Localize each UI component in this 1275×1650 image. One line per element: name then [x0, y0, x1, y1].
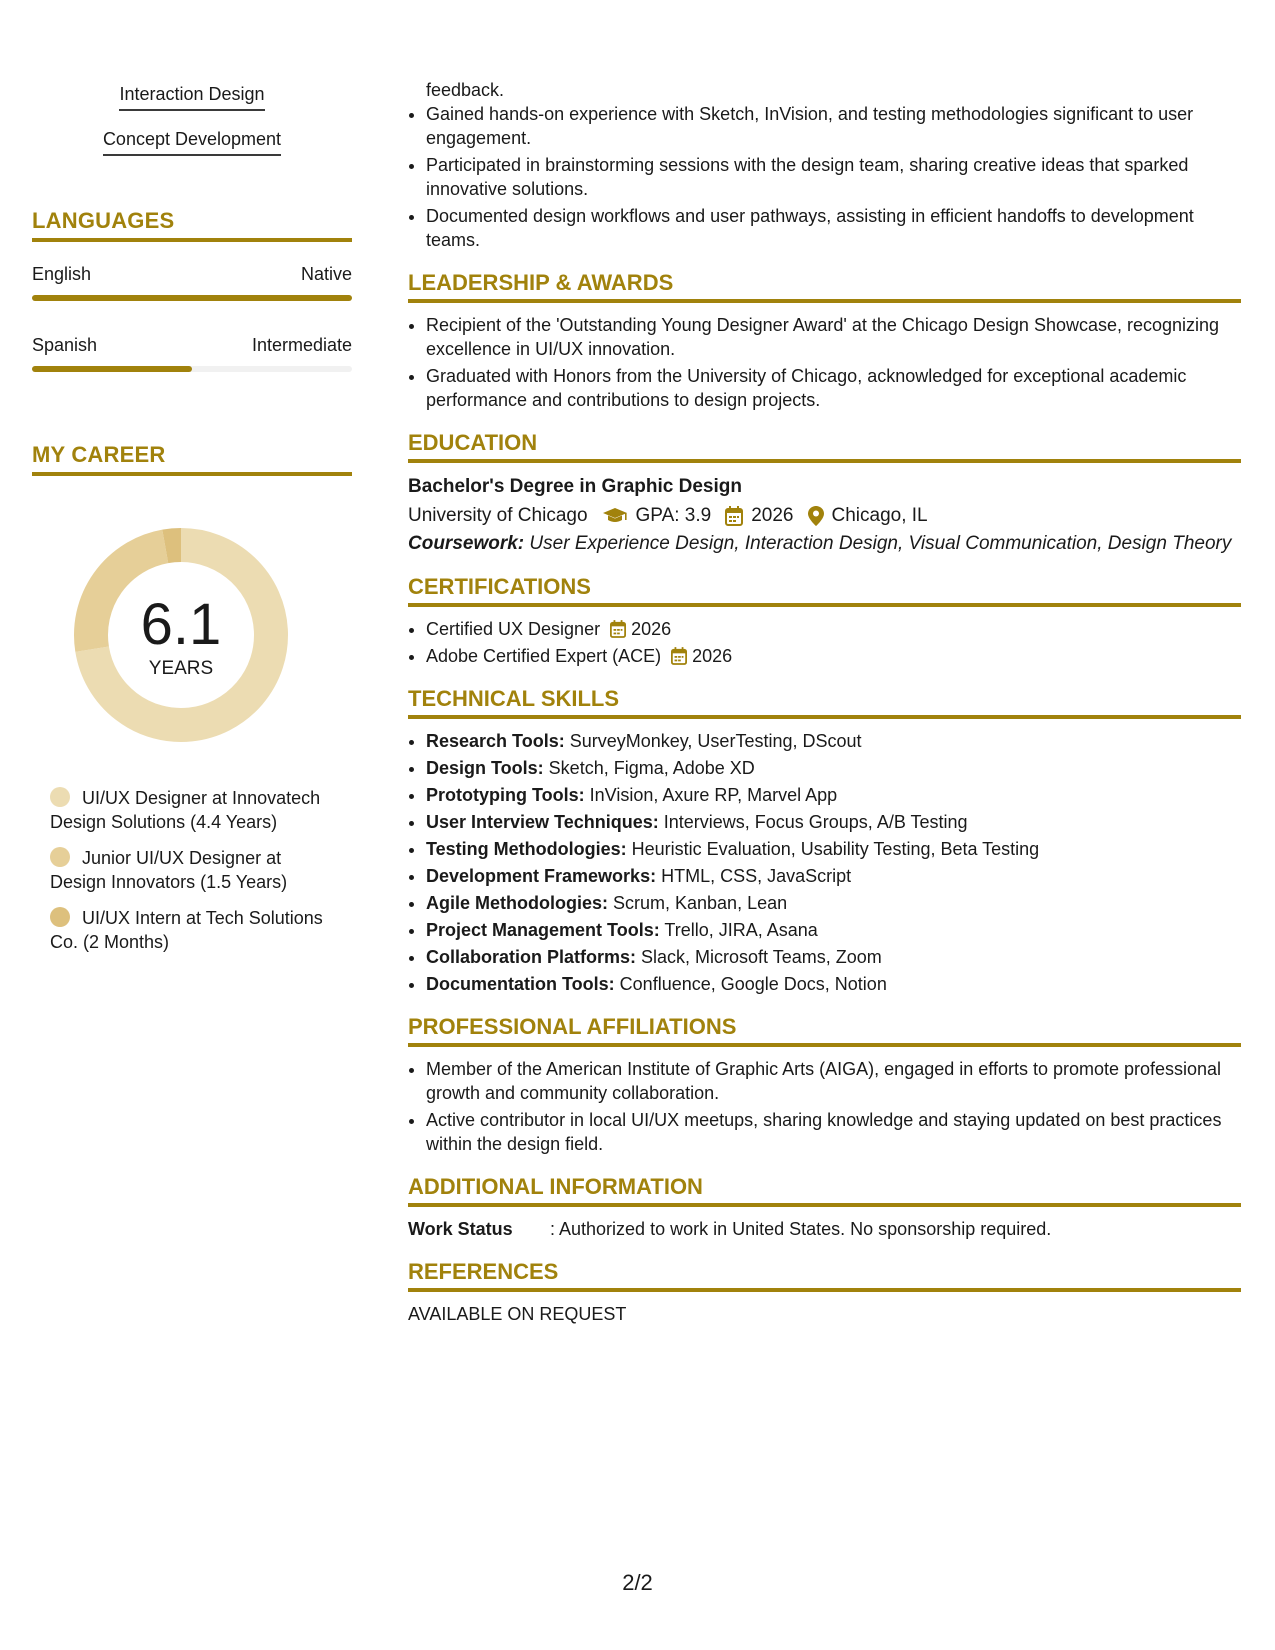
career-legend-label: UI/UX Designer at Innovatech Design Solutions (4.4 Years): [50, 788, 321, 832]
work-status-row: [408, 1217, 1241, 1241]
skill-values: Trello, JIRA, Asana: [659, 920, 818, 940]
skill-values: Confluence, Google Docs, Notion: [614, 974, 887, 994]
education-location: Chicago, IL: [831, 505, 928, 526]
location-pin-icon: [808, 506, 824, 526]
leadership-bullet: • Graduated with Honors from the University of Chicago, acknowledged for exceptional academic performance and contributions to design projects.: [426, 364, 1241, 412]
language-bar-fill: [32, 295, 352, 301]
page-number: 2/2: [622, 1570, 653, 1595]
certifications-title: CERTIFICATIONS: [408, 574, 1241, 607]
technical-skills-title: TECHNICAL SKILLS: [408, 686, 1241, 719]
certification-item: [426, 617, 1241, 641]
skill-values: HTML, CSS, JavaScript: [656, 866, 852, 886]
calendar-icon: [725, 506, 743, 526]
skill-category: Research Tools:: [426, 731, 565, 751]
work-status-label: Work Status: [408, 1219, 513, 1239]
language-name: English: [32, 264, 92, 284]
experience-bullet: • Gained hands-on experience with Sketch, InVision, and testing methodologies significant to user engagement.: [426, 102, 1241, 150]
affiliations-list: [408, 1057, 1241, 1156]
career-title: MY CAREER: [32, 442, 352, 476]
technical-skill-item: [426, 945, 1241, 969]
leadership-bullet: • Recipient of the 'Outstanding Young Designer Award' at the Chicago Design Showcase, recognizing excellence in UI/UX innovation.: [426, 313, 1241, 361]
skill-category: Collaboration Platforms:: [426, 947, 637, 967]
technical-skill-item: [426, 729, 1241, 753]
education-degree: Bachelor's Degree in Graphic Design: [408, 476, 742, 497]
education-title: EDUCATION: [408, 430, 1241, 463]
certifications-list: [408, 617, 1241, 668]
education-coursework: [408, 531, 1241, 556]
legend-dot: [50, 847, 70, 867]
right-column: [408, 78, 1241, 1326]
coursework-list: User Experience Design, Interaction Design, Visual Communication, Design Theory: [524, 533, 1232, 554]
language-row: [32, 335, 352, 356]
technical-skill-item: [426, 891, 1241, 915]
experience-bullet: • Documented design workflows and user pathways, assisting in efficient handoffs to development teams.: [426, 204, 1241, 252]
experience-continuation: feedback.: [426, 80, 505, 100]
leadership-title: LEADERSHIP & AWARDS: [408, 270, 1241, 303]
career-legend-label: Junior UI/UX Designer at Design Innovators (1.5 Years): [50, 848, 288, 892]
legend-dot: [50, 907, 70, 927]
skill-category: Testing Methodologies:: [426, 839, 627, 859]
left-column: [32, 80, 352, 966]
calendar-icon: [671, 646, 687, 666]
additional-info-title: ADDITIONAL INFORMATION: [408, 1174, 1241, 1207]
language-name: Spanish: [32, 335, 98, 355]
technical-skill-item: [426, 918, 1241, 942]
language-bar: [32, 295, 352, 301]
career-legend-item: [50, 906, 340, 954]
skill-values: SurveyMonkey, UserTesting, DScout: [564, 731, 862, 751]
education-year: 2026: [751, 505, 794, 526]
education-meta: [408, 501, 1241, 531]
technical-skill-item: [426, 756, 1241, 780]
language-row: [32, 264, 352, 285]
affiliation-bullet: • Member of the American Institute of Graphic Arts (AIGA), engaged in efforts to promote professional growth and community collaboration.: [426, 1057, 1241, 1105]
technical-skill-item: [426, 972, 1241, 996]
legend-dot: [50, 787, 70, 807]
technical-skills-list: [408, 729, 1241, 996]
skill-category: Design Tools:: [426, 758, 544, 778]
career-legend-item: [50, 846, 340, 894]
certification-name: Adobe Certified Expert (ACE): [426, 646, 662, 666]
certification-year: 2026: [631, 619, 672, 639]
skill-values: Interviews, Focus Groups, A/B Testing: [658, 812, 968, 832]
language-bar: [32, 366, 352, 372]
skill-tag: Interaction Design: [119, 80, 264, 111]
technical-skill-item: [426, 810, 1241, 834]
language-level: Native: [300, 264, 352, 284]
skill-values: Sketch, Figma, Adobe XD: [543, 758, 755, 778]
leadership-bullets: [408, 313, 1241, 412]
certification-item: [426, 644, 1241, 668]
calendar-icon: [610, 619, 626, 639]
certification-year: 2026: [692, 646, 733, 666]
references-text: AVAILABLE ON REQUEST: [408, 1304, 627, 1324]
technical-skill-item: [426, 864, 1241, 888]
skill-tag: Concept Development: [103, 125, 281, 156]
education-school: University of Chicago: [408, 505, 588, 526]
languages-list: [32, 264, 352, 372]
skill-category: Prototyping Tools:: [426, 785, 585, 805]
skill-category: User Interview Techniques:: [426, 812, 659, 832]
skill-values: Heuristic Evaluation, Usability Testing, Beta Testing: [626, 839, 1040, 859]
skill-category: Documentation Tools:: [426, 974, 615, 994]
career-total: 6.1: [140, 592, 222, 657]
career-unit: YEARS: [148, 658, 214, 679]
experience-bullet: • Participated in brainstorming sessions with the design team, sharing creative ideas that sparked innovative solutions.: [426, 153, 1241, 201]
affiliation-bullet: • Active contributor in local UI/UX meetups, sharing knowledge and staying updated on best practices within the design field.: [426, 1108, 1241, 1156]
skill-category: Project Management Tools:: [426, 920, 660, 940]
skill-values: Scrum, Kanban, Lean: [608, 893, 788, 913]
skill-category: Development Frameworks:: [426, 866, 657, 886]
technical-skill-item: [426, 783, 1241, 807]
career-donut-center: [66, 520, 296, 750]
career-donut: [66, 520, 296, 750]
affiliations-title: PROFESSIONAL AFFILIATIONS: [408, 1014, 1241, 1047]
language-bar-fill: [32, 366, 192, 372]
language-level: Intermediate: [251, 335, 352, 355]
references-title: REFERENCES: [408, 1259, 1241, 1292]
career-legend-label: UI/UX Intern at Tech Solutions Co. (2 Months): [50, 908, 323, 952]
career-legend-item: [50, 786, 340, 834]
work-status-value: : Authorized to work in United States. No sponsorship required.: [550, 1219, 1052, 1239]
coursework-label: Coursework:: [408, 533, 525, 554]
skill-values: InVision, Axure RP, Marvel App: [584, 785, 838, 805]
education-gpa: GPA: 3.9: [635, 505, 712, 526]
career-legend: [50, 786, 340, 954]
experience-bullets: [408, 102, 1241, 252]
certification-name: Certified UX Designer: [426, 619, 601, 639]
graduation-cap-icon: [602, 507, 628, 525]
skill-tags: [32, 80, 352, 170]
technical-skill-item: [426, 837, 1241, 861]
languages-title: LANGUAGES: [32, 208, 352, 242]
skill-values: Slack, Microsoft Teams, Zoom: [636, 947, 882, 967]
skill-category: Agile Methodologies:: [426, 893, 608, 913]
